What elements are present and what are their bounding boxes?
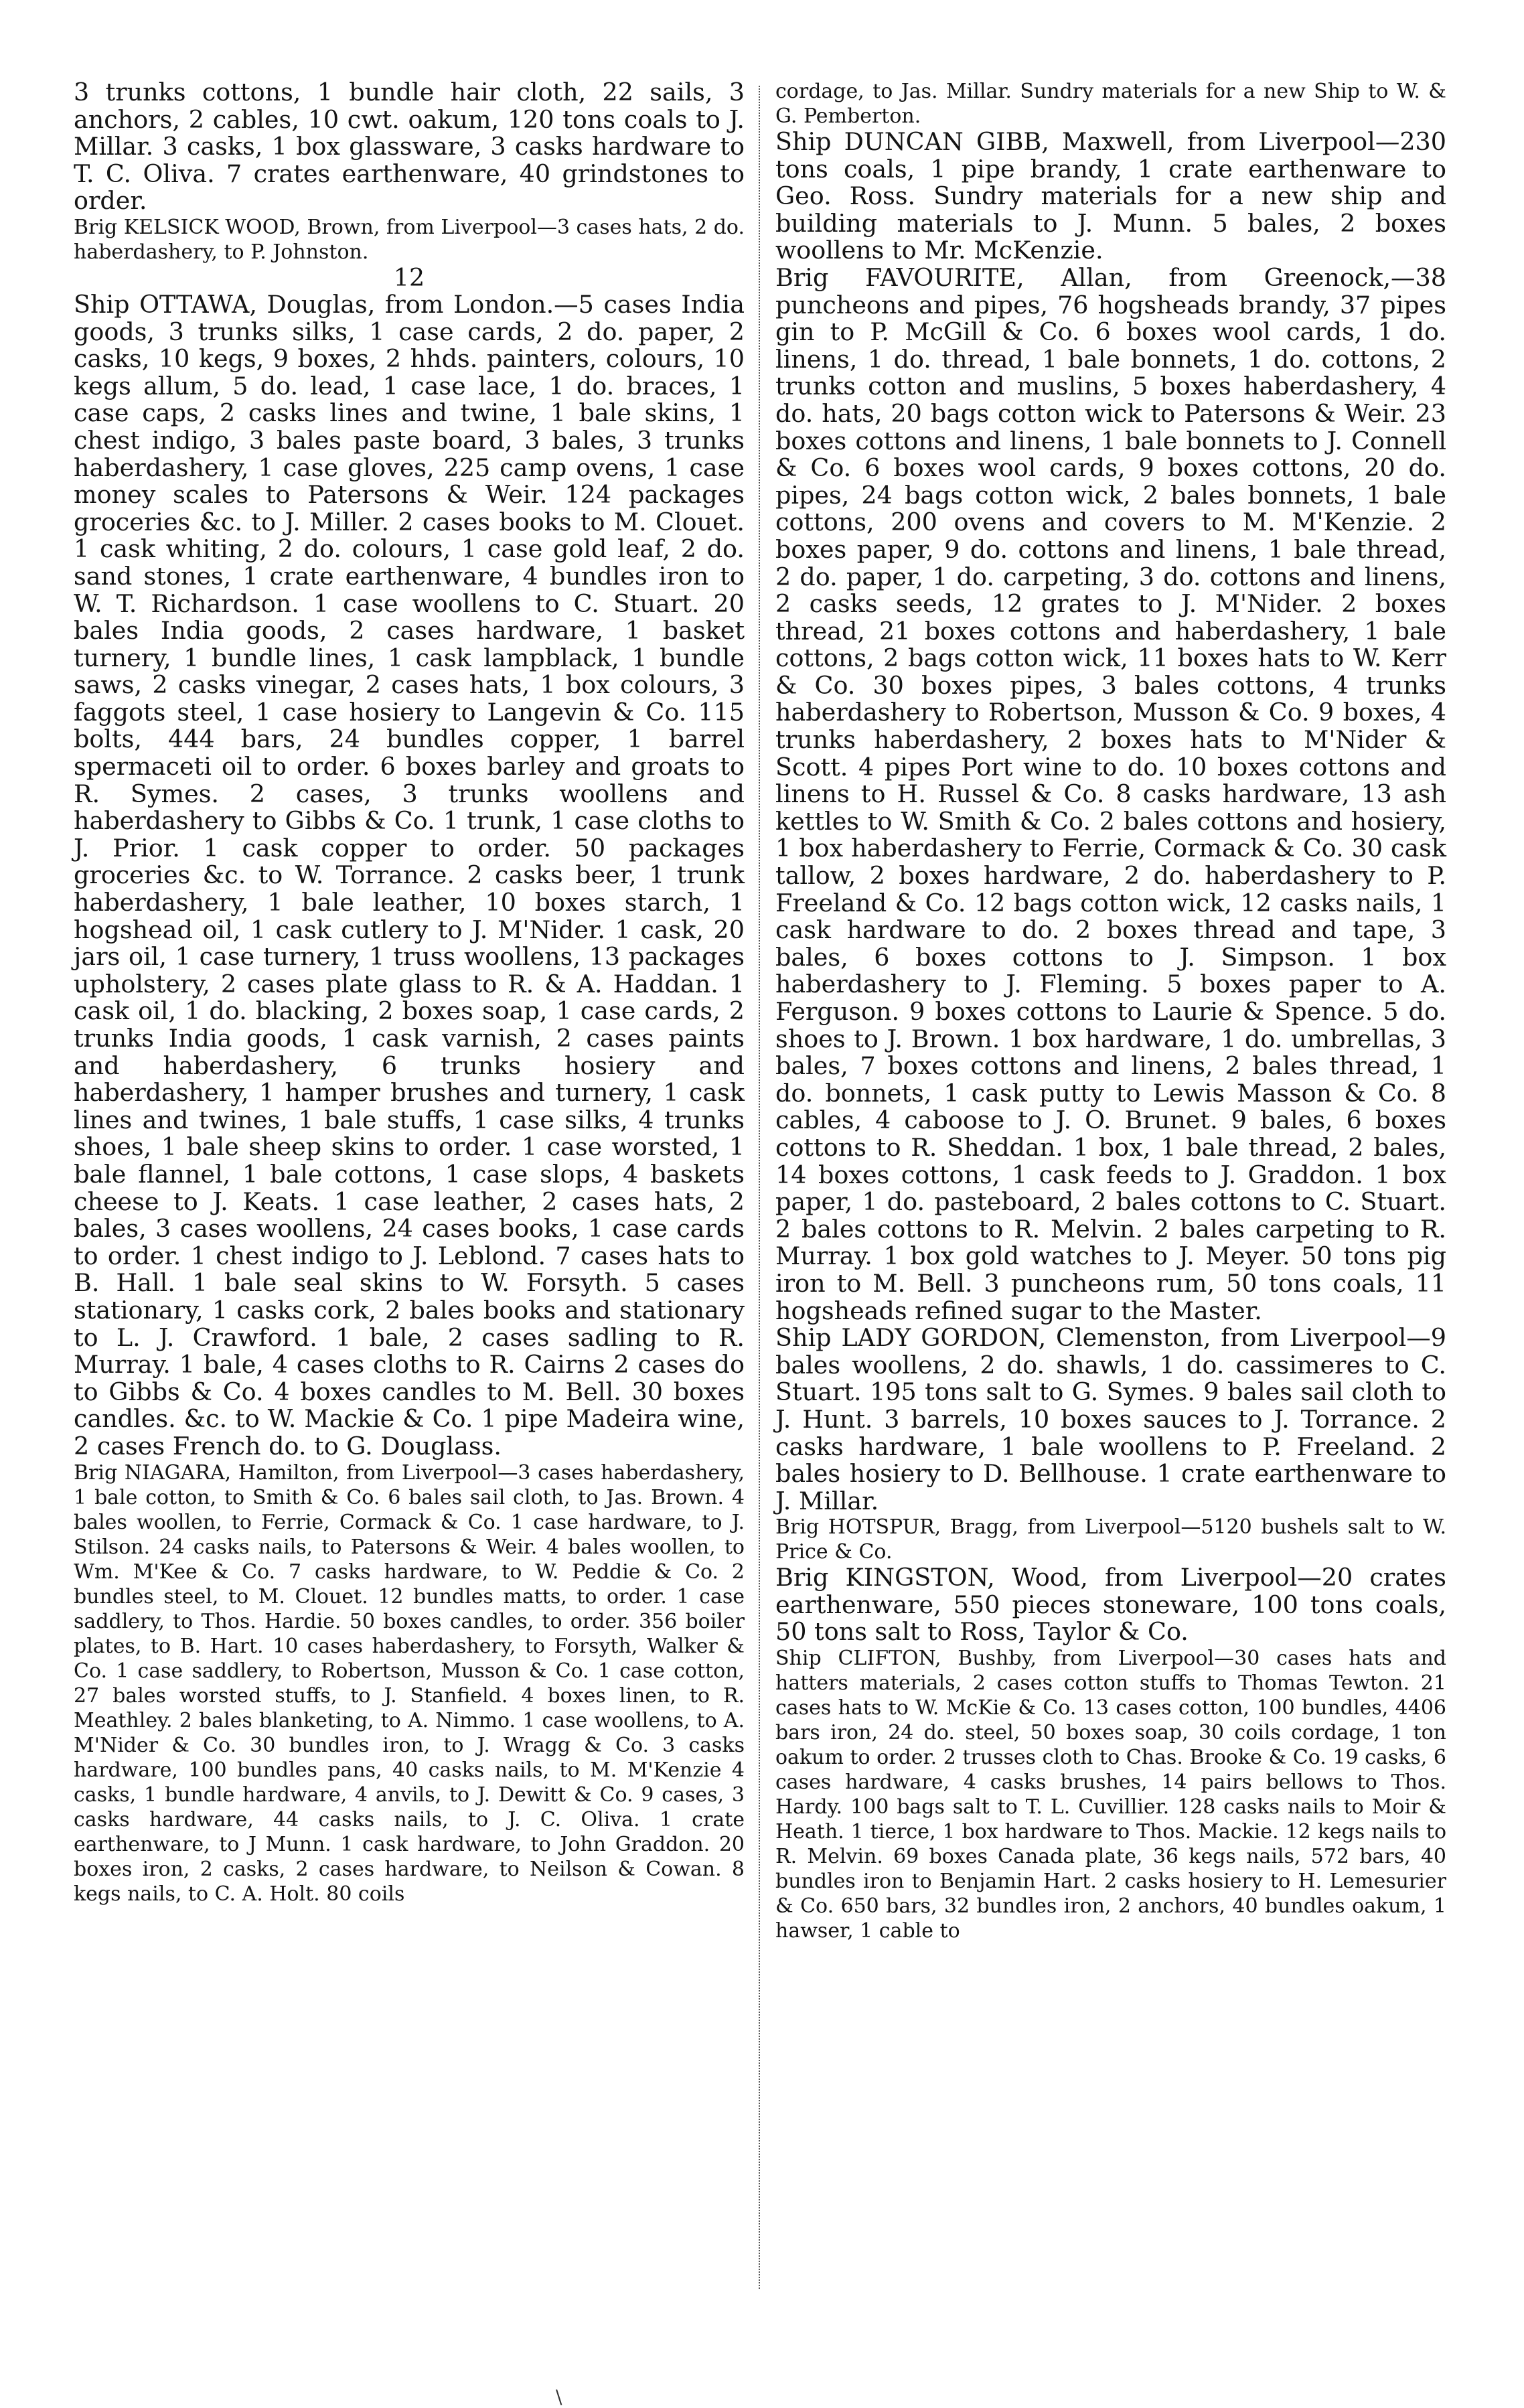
entry-text: Brig KELSICK WOOD, Brown, from Liverpool—3 cases hats, 2 do. haberdashery, to P. Johnston.	[74, 215, 745, 264]
stray-mark: \	[556, 2386, 562, 2408]
entry-text: cordage, to Jas. Millar. Sundry materials for a new Ship to W. & G. Pemberton.	[775, 80, 1446, 128]
entry-text: Ship DUNCAN GIBB, Maxwell, from Liverpool—230 tons coals, 1 pipe brandy, 1 crate earthenware to Geo. Ross. Sundry materials for a new ship and building materials to J. Munn. 5 bales, 2 boxes woollens to Mr. McKenzie.	[775, 127, 1446, 265]
cargo-entry-continued	[74, 79, 745, 215]
cargo-entry-hotspur	[775, 1515, 1446, 1564]
entry-text: Ship OTTAWA, Douglas, from London.—5 cases India goods, 3 trunks silks, 1 case cards, 2 do. paper, 2 casks, 10 kegs, 9 boxes, 2 hhds. painters, colours, 10 kegs allum, 5 do. lead, 1 case lace, 1 do. braces, 1 case caps, 2 casks lines and twine, 1 bale skins, 1 chest indigo, 3 bales paste board, 3 bales, 3 trunks haberdashery, 1 case gloves, 225 camp ovens, 1 case money scales to Patersons & Weir. 124 packages groceries &c. to J. Miller. 2 cases books to M. Clouet. 1 cask whiting, 2 do. colours, 1 case gold leaf, 2 do. sand stones, 1 crate earthenware, 4 bundles iron to W. T. Richardson. 1 case woollens to C. Stuart. 20 bales India goods, 2 cases hardware, 1 basket turnery, 1 bundle lines, 1 cask lampblack, 1 bundle saws, 2 casks vinegar, 2 cases hats, 1 box colours, 3 faggots steel, 1 case hosiery to Langevin & Co. 115 bolts, 444 bars, 24 bundles copper, 1 barrel spermaceti oil to order. 6 boxes barley and groats to R. Symes. 2 cases, 3 trunks woollens and haberdashery to Gibbs & Co. 1 trunk, 1 case cloths to J. Prior. 1 cask copper to order. 50 packages groceries &c. to W. Torrance. 2 casks beer, 1 trunk haberdashery, 1 bale leather, 10 boxes starch, 1 hogshead oil, 1 cask cutlery to J. M'Nider. 1 cask, 20 jars oil, 1 case turnery, 1 truss woollens, 13 packages upholstery, 2 cases plate glass to R. & A. Haddan. 1 cask oil, 1 do. blacking, 2 boxes soap, 1 case cards, 2 trunks India goods, 1 cask varnish, 2 cases paints and haberdashery, 6 trunks hosiery and haberdashery, 1 hamper brushes and turnery, 1 cask lines and twines, 1 bale stuffs, 1 case silks, 4 trunks shoes, 1 bale sheep skins to order. 1 case worsted, 1 bale flannel, 1 bale cottons, 1 case slops, 4 baskets cheese to J. Keats. 1 case leather, 2 cases hats, 2 bales, 3 cases woollens, 24 cases books, 1 case cards to order. 1 chest indigo to J. Leblond. 7 cases hats to B. Hall. 1 bale seal skins to W. Forsyth. 5 cases stationary, 1 casks cork, 2 bales books and stationary to L. J. Crawford. 1 bale, 2 cases sadling to R. Murray. 1 bale, 4 cases cloths to R. Cairns 2 cases do to Gibbs & Co. 4 boxes candles to M. Bell. 30 boxes candles. &c. to W. Mackie & Co. 1 pipe Madeira wine, 2 cases French do. to G. Douglass.	[74, 289, 745, 1460]
cargo-entry-clifton	[775, 1646, 1446, 1943]
column-divider	[759, 86, 760, 2289]
cargo-entry-continued	[775, 79, 1446, 129]
cargo-entry-lady-gordon	[775, 1325, 1446, 1515]
entry-text: 3 trunks cottons, 1 bundle hair cloth, 22 sails, 3 anchors, 2 cables, 10 cwt. oakum, 120 tons coals to J. Millar. 3 casks, 1 box glassware, 3 casks hardware to T. C. Oliva. 7 crates earthenware, 40 grindstones to order.	[74, 78, 745, 216]
date-marker: 12	[393, 262, 425, 292]
entry-text: Brig NIAGARA, Hamilton, from Liverpool—3 cases haberdashery, 1 bale cotton, to Smith & Co. 6 bales sail cloth, to Jas. Brown. 4 bales woollen, to Ferrie, Cormack & Co. 1 case hardware, to J. Stilson. 24 casks nails, to Patersons & Weir. 4 bales woollen, to Wm. M'Kee & Co. 7 casks hardware, to W. Peddie & Co. 2 bundles steel, to M. Clouet. 12 bundles matts, to order. 1 case saddlery, to Thos. Hardie. 50 boxes candles, to order. 356 boiler plates, to B. Hart. 10 cases haberdashery, to Forsyth, Walker & Co. 1 case saddlery, to Robertson, Musson & Co. 1 case cotton, 27 bales worsted stuffs, to J. Stanfield. 4 boxes linen, to R. Meathley. 2 bales blanketing, to A. Nimmo. 1 case woollens, to A. M'Nider & Co. 30 bundles iron, to J. Wragg & Co. 3 casks hardware, 100 bundles pans, 40 casks nails, to M. M'Kenzie 4 casks, 1 bundle hardware, 4 anvils, to J. Dewitt & Co. 9 cases, 3 casks hardware, 44 casks nails, to J. C. Oliva. 1 crate earthenware, to J Munn. 1 cask hardware, to John Graddon. 20 boxes iron, 2 casks, 2 cases hardware, to Neilson & Cowan. 8 kegs nails, to C. A. Holt. 80 coils	[74, 1460, 745, 1906]
cargo-entry-ottawa	[74, 291, 745, 1460]
cargo-entry-duncan-gibb	[775, 129, 1446, 265]
entry-text: Ship CLIFTON, Bushby, from Liverpool—30 cases hats and hatters materials, 2 cases cotton stuffs to Thomas Tewton. 21 cases hats to W. McKie & Co. 13 cases cotton, 100 bundles, 4406 bars iron, 24 do. steel, 50 boxes soap, 30 coils cordage, 1 ton oakum to order. 2 trusses cloth to Chas. Brooke & Co. 19 casks, 6 cases hardware, 4 casks brushes, 14 pairs bellows to Thos. Hardy. 100 bags salt to T. L. Cuvillier. 128 casks nails to Moir & Heath. 1 tierce, 1 box hardware to Thos. Mackie. 12 kegs nails to R. Melvin. 69 boxes Canada plate, 36 kegs nails, 572 bars, 40 bundles iron to Benjamin Hart. 2 casks hosiery to H. Lemesurier & Co. 650 bars, 32 bundles iron, 2 anchors, 40 bundles oakum, 1 hawser, 1 cable to	[775, 1647, 1446, 1943]
entry-text: Ship LADY GORDON, Clemenston, from Liverpool—9 bales woollens, 2 do. shawls, 1 do. cassimeres to C. Stuart. 195 tons salt to G. Symes. 9 bales sail cloth to J. Hunt. 3 barrels, 10 boxes sauces to J. Torrance. 2 casks hardware, 1 bale woollens to P. Freeland. 2 bales hosiery to D. Bellhouse. 1 crate earthenware to J. Millar.	[775, 1323, 1446, 1515]
entry-text: Brig FAVOURITE, Allan, from Greenock,—38 puncheons and pipes, 76 hogsheads brandy, 37 pipes gin to P. McGill & Co. 6 boxes wool cards, 1 do. linens, 1 do. thread, 1 bale bonnets, 1 do. cottons, 2 trunks cotton and muslins, 5 boxes haberdashery, 4 do. hats, 20 bags cotton wick to Patersons & Weir. 23 boxes cottons and linens, 1 bale bonnets to J. Connell & Co. 6 boxes wool cards, 9 boxes cottons, 20 do. pipes, 24 bags cotton wick, 2 bales bonnets, 1 bale cottons, 200 ovens and covers to M. M'Kenzie. 2 boxes paper, 9 do. cottons and linens, 1 bale thread, 2 do. paper, 1 do. carpeting, 3 do. cottons and linens, 2 casks seeds, 12 grates to J. M'Nider. 2 boxes thread, 21 boxes cottons and haberdashery, 1 bale cottons, 2 bags cotton wick, 11 boxes hats to W. Kerr & Co. 30 boxes pipes, 3 bales cottons, 4 trunks haberdashery to Robertson, Musson & Co. 9 boxes, 4 trunks haberdashery, 2 boxes hats to M'Nider & Scott. 4 pipes Port wine to do. 10 boxes cottons and linens to H. Russel & Co. 8 casks hardware, 13 ash kettles to W. Smith & Co. 2 bales cottons and hosiery, 1 box haberdashery to Ferrie, Cormack & Co. 30 cask tallow, 2 boxes hardware, 2 do. haberdashery to P. Freeland & Co. 12 bags cotton wick, 12 casks nails, 1 cask hardware to do. 2 boxes thread and tape, 3 bales, 6 boxes cottons to J. Simpson. 1 box haberdashery to J. Fleming. 5 boxes paper to A. Ferguson. 9 boxes cottons to Laurie & Spence. 5 do. shoes to J. Brown. 1 box hardware, 1 do. umbrellas, 3 bales, 7 boxes cottons and linens, 2 bales thread, 1 do. bonnets, 1 cask putty to Lewis Masson & Co. 8 cables, 4 caboose to J. O. Brunet. 9 bales, 6 boxes cottons to R. Sheddan. 1 box, 1 bale thread, 2 bales, 14 boxes cottons, 1 cask feeds to J. Graddon. 1 box paper, 1 do. pasteboard, 2 bales cottons to C. Stuart. 2 bales cottons to R. Melvin. 2 bales carpeting to R. Murray. 1 box gold watches to J. Meyer. 50 tons pig iron to M. Bell. 3 puncheons rum, 50 tons coals, 11 hogsheads refined sugar to the Master.	[775, 262, 1446, 1325]
entry-text: Brig KINGSTON, Wood, from Liverpool—20 crates earthenware, 550 pieces stoneware, 100 tons coals, 50 tons salt to Ross, Taylor & Co.	[775, 1563, 1446, 1647]
newspaper-page	[74, 78, 1446, 2408]
entry-text: Brig HOTSPUR, Bragg, from Liverpool—5120 bushels salt to W. Price & Co.	[775, 1515, 1446, 1564]
right-column	[775, 79, 1446, 1943]
cargo-entry-kelsick-wood	[74, 215, 745, 265]
left-column	[74, 79, 745, 1906]
cargo-entry-kingston	[775, 1564, 1446, 1646]
cargo-entry-favourite	[775, 262, 1446, 1325]
cargo-entry-niagara	[74, 1460, 745, 1906]
